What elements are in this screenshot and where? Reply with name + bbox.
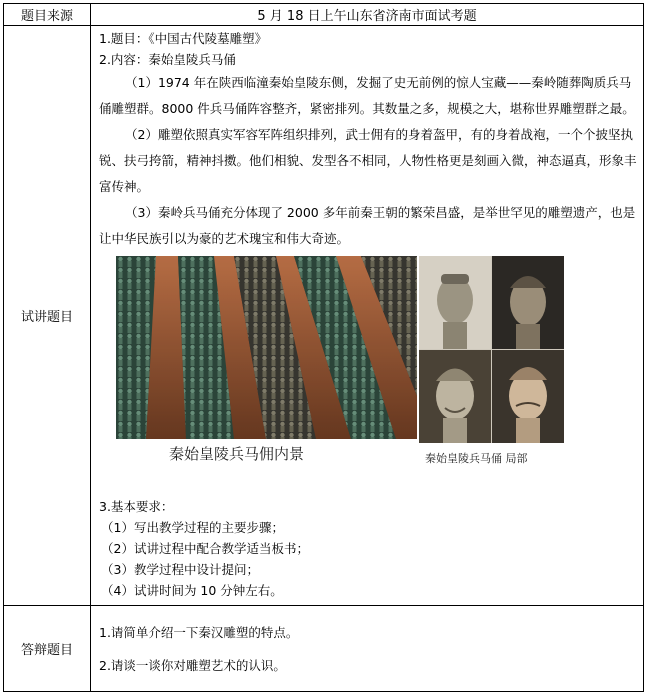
terracotta-pit-illustration [116,256,417,439]
terracotta-heads-illustration [419,256,564,443]
content-title: 2.内容：秦始皇陵兵马俑 [99,52,236,67]
caption-heads-detail: 秦始皇陵兵马俑 局部 [425,452,528,465]
defense-content [91,606,644,692]
requirement-item: （2）试讲过程中配合教学适当板书； [101,541,309,556]
caption-pit-interior: 秦始皇陵兵马佣内景 [169,445,305,463]
exam-table [3,3,644,692]
defense-question: 2.请谈一谈你对雕塑艺术的认识。 [99,658,286,673]
terracotta-heads-photo [419,256,564,443]
terracotta-figure [99,256,637,494]
terracotta-pit-photo [116,256,417,439]
paragraph-3: （3）秦岭兵马俑充分体现了 2000 多年前秦王朝的繁荣昌盛，是举世罕见的雕塑遗产，也是让中华民族引以为豪的艺术瑰宝和伟大奇迹。 [99,205,636,246]
requirement-item: （4）试讲时间为 10 分钟左右。 [101,583,283,598]
trial-label: 试讲题目 [4,26,91,606]
defense-question: 1.请简单介绍一下秦汉雕塑的特点。 [99,624,299,640]
topic-line: 1.题目：《中国古代陵墓雕塑》 [99,31,268,46]
defense-label: 答辩题目 [4,606,91,692]
header-row [4,4,644,26]
requirements-title: 3.基本要求： [99,499,174,514]
trial-row [4,26,644,606]
exam-title: 5 月 18 日上午山东省济南市面试考题 [91,4,644,26]
paragraph-1: （1）1974 年在陕西临潼秦始皇陵东侧，发掘了史无前例的惊人宝藏——秦岭随葬陶质兵马俑雕塑群。8000 件兵马俑阵容整齐，紧密排列。其数量之多，规模之大，堪称世界雕塑群之最。 [99,75,635,116]
trial-content [91,26,644,606]
paragraph-2: （2）雕塑依照真实军容军阵组织排列，武士佣有的身着盔甲，有的身着战袍，一个个披坚执锐、扶弓挎箭，精神抖擞。他们相貌、发型各不相同，人物性格更是刻画入微，神态逼真，形象丰富传神。 [99,127,637,194]
requirement-item: （1）写出教学过程的主要步骤； [101,520,284,535]
requirement-item: （3）教学过程中设计提问； [101,562,259,577]
defense-row [4,606,644,692]
source-label: 题目来源 [4,4,91,26]
